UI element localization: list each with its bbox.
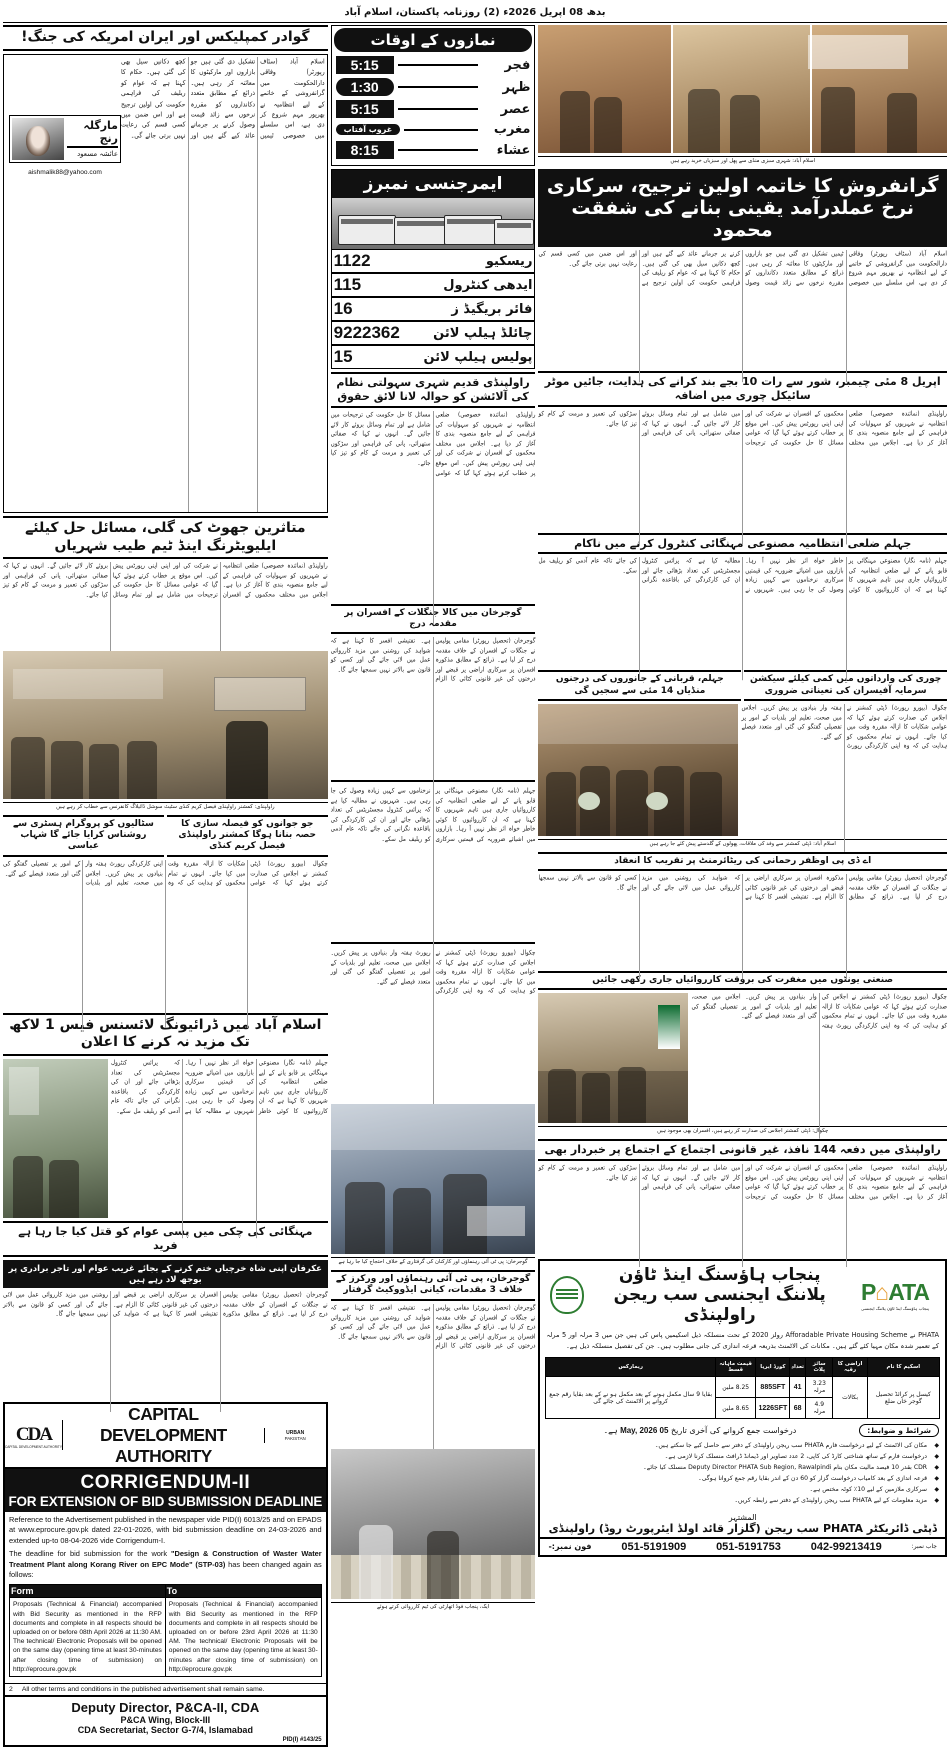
cda-header [5,1404,326,1469]
phata-col-remarks: ریمارکس [546,1358,715,1377]
middle-sub-headline: گوجرخان میں کالا جنگلات کے افسران پر مقدمہ درج [331,604,536,635]
list-item [546,1485,939,1495]
cda-body [5,1512,326,1683]
masthead [3,3,947,23]
market-photo-strip [538,25,947,153]
phata-phone-row [540,1537,945,1555]
emergency-number-rescue: 1122 [333,251,371,270]
left-secondary-lead [3,562,328,648]
prayer-times-title: نمازوں کے اوقات [334,28,533,52]
cda-para-2-pre: The deadline for bid submission for the work [9,1549,171,1559]
cda-corrigendum-title: CORRIGENDUM-II [80,1471,251,1493]
licence-ad-row [3,1059,328,1219]
phata-cell-count-1: 41 [790,1377,806,1398]
cda-logo [5,1420,63,1450]
right-column [538,25,947,1747]
emergency-label-rescue: ریسکیو [485,253,533,269]
left-sub-body: چکوال (بیورو رپورٹ) ڈپٹی کمشنر نے اجلاس کی صدارت کرتے ہوئے کہا کہ عوامی شکایات کا ازالہ مقررہ وقت میں کیا جائے۔ انہوں نے تمام محکموں کو ہدایت کی کہ وہ اپنی کارکردگی رپورٹ ہفتہ وار بنیادوں پر پیش کریں۔ اجلاس میں صحت، تعلیم اور بلدیات کے امور پر تفصیلی گفتگو کی گئی اور متعدد فیصلے کیے گئے۔ [3,860,328,887]
phata-term-3: CDR بقدر 10 فیصد مالیت مکان بنام Deputy Director PHATA Sub Region, Rawalpindi منسلک کیا جائے۔ [643,1464,927,1472]
urban-label: URBAN [286,1429,305,1436]
gujar-khan-photo-caption: گوجرخان: پی ٹی آئی رہنماؤں اور کارکنان کی گرفتاری کے خلاف احتجاج کیا جا رہا ہے [331,1257,536,1267]
conference-photo [3,651,328,799]
main-headline-banner: گرانفروش کا خاتمہ اولین ترجیح، سرکاری نرخ عملدرآمد یقینی بنانے کی شفقت محمود [538,169,947,247]
left-bottom-headline: مہنگائی کی چکی میں پسی عوام کو قتل کیا جا رہا ہے فرید [3,1221,328,1257]
phata-terms-pill: شرائط و ضوابط: [859,1424,939,1437]
middle-extra-body-2: چکوال (بیورو رپورٹ) ڈپٹی کمشنر نے اجلاس کی صدارت کرتے ہوئے کہا کہ عوامی شکایات کا ازالہ مقررہ وقت میں کیا جائے۔ انہوں نے تمام محکموں کو ہدایت کی کہ وہ اپنی کارکردگی رپورٹ ہفتہ وار بنیادوں پر پیش کریں۔ اجلاس میں صحت، تعلیم اور بلدیات کے امور پر تفصیلی گفتگو کی گئی اور متعدد فیصلے کیے گئے۔ [330,950,536,996]
phata-deadline-row [540,1422,945,1439]
emergency-number-edhi: 115 [333,275,362,294]
phata-col-count: تعداد [790,1358,806,1377]
section-144-headline: راولپنڈی میں دفعہ 144 نافذ، غیر قانونی اجتماع کے اجتماع پر خبردار بھی [538,1139,947,1161]
bullet-icon: ◆ [934,1497,939,1505]
phata-table-header-row [546,1358,940,1377]
cda-signatory-address: CDA Secretariat, Sector G-7/4, Islamabad [77,1725,253,1735]
emergency-row-rescue [332,250,535,274]
licence-ad-body: جہلم (نامہ نگار) مصنوعی مہنگائی پر قابو پانے کے لیے ضلعی انتظامیہ کی کارروائیاں جاری ہیں تاہم شہریوں کا کہنا ہے کہ ان کارروائیوں کا کوئی خاطر خواہ اثر نظر نہیں آ رہا۔ بازاروں میں اشیائے ضروریہ کی قیمتیں سرکاری نرخناموں سے کہیں زیادہ وصول کی جا رہی ہیں۔ شہریوں نے مطالبہ کیا ہے کہ پرائس کنٹرول مجسٹریٹس کی تعداد بڑھائی جائے اور ان کی کارکردگی کی باقاعدہ نگرانی کی جائے تاکہ عام آدمی کو ریلیف مل سکے۔ [111,1059,328,1115]
phata-deadline-label: درخواست جمع کروانے کی آخری تاریخ [670,1426,797,1435]
home-icon: ⌂ [875,1278,889,1305]
market-photo-caption: اسلام آباد: شہری سبزی منڈی سے پھل اور سبزیاں خرید رہے ہیں [538,156,947,166]
table-row [546,1377,940,1398]
prayer-name-maghrib: مغرب [493,122,531,137]
cda-logo-subtext: CAPITAL DEVELOPMENT AUTHORITY [5,1445,62,1450]
left-sub-headline-1: جو جوانوں کو فیصلہ سازی کا حصہ بنانا ہوگا کمشنر راولپنڈی فیصل کریم کنڈی [167,815,328,857]
phata-cell-covered-2: 1226SFT [756,1398,790,1419]
columnist-email: aishmalik88@yahoo.com [28,168,102,176]
emergency-number-police: 15 [333,347,353,366]
cda-signature [5,1697,326,1737]
phata-term-4: قرعہ اندازی کے بعد کامیاب درخواست گزار کو 60 دن کے اندر بقایا رقم جمع کروانا ہوگی۔ [698,1475,927,1483]
phata-phone-1: 051-5191909 [621,1540,687,1553]
phata-cell-installment-2: 8.65 ملین [715,1398,756,1419]
emergency-row-police [332,346,535,368]
bullet-icon: ◆ [934,1464,939,1472]
opinion-body: اسلام آباد (سٹاف رپورٹر) وفاقی دارالحکومت میں گرانفروشی کے خاتمے کے لیے انتظامیہ نے بھرپور مہم شروع کر دی ہے، اس سلسلے میں خصوصی ٹیمیں تشکیل دی گئی ہیں جو بازاروں اور مارکیٹوں کا معائنہ کر رہی ہیں۔ ذرائع کے مطابق متعدد دکانداروں کو مقررہ نرخوں سے زائد قیمت وصول کرنے پر جرمانے عائد کیے گئے ہیں اور کچھ دکانیں سیل بھی کی گئی ہیں۔ حکام کا کہنا ہے کہ عوام کو ریلیف کی فراہمی حکومت کی اولین ترجیح ہے اور اس ضمن میں کسی قسم کی رعایت نہیں برتی جائے گی۔ [121,57,325,140]
bullet-icon: ◆ [934,1453,939,1461]
urban-pakistan-logo [264,1428,326,1443]
prayer-times-list [334,56,533,159]
emergency-number-child: 9222362 [333,323,400,342]
cda-para-1: Reference to the Advertisement published in the newspaper vide PID(I) 6013/25 and on EPADS at www.eprocure.gov.pk dated 22-01-2026, with bid submission deadline on 24-03-2026 and extended up-to 08-04-2026 vide Corrigendum-I. [9,1514,322,1545]
columnist-name: عائشہ مسعود [77,150,118,158]
emergency-row-child [332,322,535,346]
cda-note-text: All other terms and conditions in the published advertisement shall remain same. [21,1686,265,1693]
phata-header [540,1261,945,1328]
section-144-body: راولپنڈی (نمائندہ خصوصی) ضلعی انتظامیہ نے شہریوں کو سہولیات کی فراہمی کے لیے جامع منصوبہ بندی کا آغاز کر دیا ہے۔ اجلاس میں مختلف محکموں کے افسران نے شرکت کی اور اپنی اپنی رپورٹس پیش کیں۔ اس موقع پر خطاب کرتے ہوئے کہا گیا کہ عوامی مسائل کا حل حکومت کی ترجیحات میں شامل ہے اور تمام وسائل بروئے کار لائے جائیں گے۔ انہوں نے کہا کہ صفائی ستھرائی، پانی کی فراہمی اور سڑکوں کی تعمیر و مرمت کے کام کو تیز کیا جائے۔ [538,1165,947,1201]
right-headline-3: جہلم ضلعی انتظامیہ مصنوعی مہنگائی کنٹرول کرنے میں ناکام [538,533,947,555]
phata-terms-list [540,1439,945,1510]
emergency-number-fire: 16 [333,299,353,318]
dc-meeting-photo [538,993,688,1123]
dc-meeting-caption: چکوال: ڈپٹی کمشنر اجلاس کی صدارت کر رہے ہیں، افسران بھی موجود ہیں [538,1126,947,1136]
right-photo-row [538,704,947,836]
right-body-2: راولپنڈی (نمائندہ خصوصی) ضلعی انتظامیہ نے شہریوں کو سہولیات کی فراہمی کے لیے جامع منصوبہ بندی کا آغاز کر دیا ہے۔ اجلاس میں مختلف محکموں کے افسران نے شرکت کی اور اپنی اپنی رپورٹس پیش کیں۔ اس موقع پر خطاب کرتے ہوئے کہا گیا کہ عوامی مسائل کا حل حکومت کی ترجیحات میں شامل ہے اور تمام وسائل بروئے کار لائے جائیں گے۔ انہوں نے کہا کہ صفائی ستھرائی، پانی کی فراہمی اور سڑکوں کی تعمیر و مرمت کے کام کو تیز کیا جائے۔ [538,410,947,447]
phata-cell-area: بکالات [833,1377,867,1419]
phata-cell-size-2: 4.9 مرلہ [806,1398,833,1419]
left-bottom-banner: عکرفان اپنی شاہ خرچیاں ختم کرنے کے بجائے غریب عوام اور تاجر برادری پر بوجھ لاد رہے ہیں [3,1260,328,1288]
cda-work-title: "Design & Construction of Waster Water Treatment Plant along Korang River on EPC Mode" (STP-03) [9,1549,322,1569]
rescue-vehicles-photo [332,198,535,250]
left-sub-headline-2: سٹالیوں کو پروگرام ہسٹری سے روشناس کرایا جائے گا شہاب عباسی [3,815,164,857]
cda-col-to: To [165,1584,321,1598]
cda-note-number: 2 [9,1686,13,1693]
emergency-numbers-widget [331,169,536,369]
middle-extra-body: جہلم (نامہ نگار) مصنوعی مہنگائی پر قابو پانے کے لیے ضلعی انتظامیہ کی کارروائیاں جاری ہیں تاہم شہریوں کا کہنا ہے کہ ان کارروائیوں کا کوئی خاطر خواہ اثر نظر نہیں آ رہا۔ بازاروں میں اشیائے ضروریہ کی قیمتیں سرکاری نرخناموں سے کہیں زیادہ وصول کی جا رہی ہیں۔ شہریوں نے مطالبہ کیا ہے کہ پرائس کنٹرول مجسٹریٹس کی تعداد بڑھائی جائے اور ان کی کارکردگی کی باقاعدہ نگرانی کی جائے تاکہ عام آدمی کو ریلیف مل سکے۔ [330,788,536,843]
phata-sign-almushtahir: المشتہر [728,1512,757,1522]
middle-bottom-body: گوجرخان (تحصیل رپورٹر) مقامی پولیس نے جنگلات کے افسران کے خلاف مقدمہ درج کر لیا ہے۔ ذرائع کے مطابق مذکورہ افسران پر سرکاری اراضی پر قبضے اور درختوں کی غیر قانونی کٹائی کا الزام ہے۔ تفتیشی افسر کا کہنا ہے کہ شواہد کی روشنی میں مزید کارروائی عمل میں لائی جائے گی اور کسی کو قانون سے بالاتر نہیں سمجھا جائے گا۔ [330,1304,536,1350]
cda-col-from: Form [10,1584,166,1598]
middle-column [331,25,536,1747]
phata-term-1: مکان کی الاٹمنٹ کے لیے درخواست فارم PHATA سب ریجن راولپنڈی کے دفتر سے حاصل کیے جا سکتے ہیں۔ [654,1442,927,1449]
pakistan-label: PAKISTAN [284,1435,306,1441]
cda-cell-from: Proposals (Technical & Financial) accompanied with Bid Security as mentioned in the RFP documents and complete in all respects should be uploaded on or before 08th April 2026 at 11:30 AM. The technical/ Electronic Proposals will be opened on the same day (opening time at least 30-minutes after closing time of submission) on http://eprocure.gov.pk [10,1598,166,1677]
phata-deadline-date: 05 May, 2026 [620,1426,669,1435]
columnist-section-label: مارگلہ رنج [67,119,118,148]
phata-intro-text: PHATA نے Afforadable Private Housing Scheme رولز 2020 کے تحت منسلکہ ذیل اسکیمیں پاس کی ہیں جن میں 3 مرلہ اور 5 مرلہ کے تعمیر شدہ مکان مہیا کئے گئے ہیں۔ مکانات کی الاٹمنٹ بذریعہ قرعہ اندازی کی جانی مطلوب ہیں۔ جن کی تفصیل منسلکہ ذیل ہے۔ [546,1331,940,1350]
prayer-time-asr: 5:15 [336,100,394,118]
cda-deadline-table [9,1584,322,1677]
right-headline-2: اپریل 8 مئی چیمبر، شور سے رات 10 بجے بند کرانے کی ہدایت، جائیں موٹر سائیکل چوری میں اضافہ [538,371,947,407]
opinion-article [3,54,328,514]
phata-sign-designation: ڈپٹی ڈائریکٹر PHATA سب ریجن (گلزار قائد اولڈ ایئرپورٹ روڈ) راولپنڈی [548,1521,937,1535]
emergency-title: ایمرجنسی نمبرز [332,170,535,198]
dc-meeting-row [538,993,947,1123]
phata-logo-text [849,1279,941,1306]
cda-signatory-wing: P&CA Wing, Block-III [120,1715,211,1725]
prayer-time-maghrib: غروب آفتاب [336,124,401,135]
phata-cell-covered-1: 885SFT [756,1377,790,1398]
list-item [546,1496,939,1506]
opinion-headline: گوادر کمپلیکس اور ایران امریکہ کی جنگ! [3,25,328,51]
prayer-row-isha [336,141,531,159]
emergency-label-edhi: ایدھی کنٹرول [443,277,533,293]
prayer-name-isha: عشاء [496,142,531,158]
bullet-icon: ◆ [934,1475,939,1483]
phata-term-2: درخواست فارم کے ساتھ شناختی کارڈ کی کاپی، 2 عدد تصاویر اور ڈیمانڈ ڈرافٹ منسلک کرنا لازمی ہے۔ [664,1453,927,1461]
middle-sub-body: گوجرخان (تحصیل رپورٹر) مقامی پولیس نے جنگلات کے افسران کے خلاف مقدمہ درج کر لیا ہے۔ ذرائع کے مطابق مذکورہ افسران پر سرکاری اراضی پر قبضے اور درختوں کی غیر قانونی کٹائی کا الزام ہے۔ تفتیشی افسر کا کہنا ہے کہ شواہد کی روشنی میں مزید کارروائی عمل میں لائی جائے گی اور کسی کو قانون سے بالاتر نہیں سمجھا جائے گا۔ [330,638,536,684]
phata-deadline-suffix: ہے۔ [603,1426,618,1435]
prayer-dash [404,129,478,131]
left-secondary-body: راولپنڈی (نمائندہ خصوصی) ضلعی انتظامیہ نے شہریوں کو سہولیات کی فراہمی کے لیے جامع منصوبہ بندی کا آغاز کر دیا ہے۔ اجلاس میں مختلف محکموں کے افسران نے شرکت کی اور اپنی اپنی رپورٹس پیش کیں۔ اس موقع پر خطاب کرتے ہوئے کہا گیا کہ عوامی مسائل کا حل حکومت کی ترجیحات میں شامل ہے اور تمام وسائل بروئے کار لائے جائیں گے۔ انہوں نے کہا کہ صفائی ستھرائی، پانی کی فراہمی اور سڑکوں کی تعمیر و مرمت کے کام کو تیز کیا جائے۔ [3,563,328,599]
emergency-label-police: پولیس ہیلپ لائن [423,349,533,365]
phata-cell-size-1: 3.23 مرلہ [806,1377,833,1398]
prayer-dash [398,86,479,88]
columnist-avatar [12,118,64,160]
prayer-row-asr [336,100,531,118]
cda-pid: PID(I) #143/25 [282,1737,322,1743]
prayer-time-fajr: 5:15 [336,56,394,74]
phata-cell-scheme: کیسل پر کرائڈ تحصیل گوجر خان ضلع [867,1377,939,1419]
left-subheadline-row [3,815,328,857]
phata-job-number: جاب نمبر: [911,1543,937,1551]
main-headline-body: اسلام آباد (سٹاف رپورٹر) وفاقی دارالحکومت میں گرانفروشی کے خاتمے کے لیے انتظامیہ نے بھرپور مہم شروع کر دی ہے، اس سلسلے میں خصوصی ٹیمیں تشکیل دی گئی ہیں جو بازاروں اور مارکیٹوں کا معائنہ کر رہی ہیں۔ ذرائع کے مطابق متعدد دکانداروں کو مقررہ نرخوں سے زائد قیمت وصول کرنے پر جرمانے عائد کیے گئے ہیں اور کچھ دکانیں سیل بھی کی گئی ہیں۔ حکام کا کہنا ہے کہ عوام کو ریلیف کی فراہمی حکومت کی اولین ترجیح ہے اور اس ضمن میں کسی قسم کی رعایت نہیں برتی جائے گی۔ [538,251,947,287]
right-headline-4: چوری کی وارداتوں میں کمی کیلئے سیکشن سرمایہ آفیسران کی تعیناتی ضروری [744,670,947,701]
bullet-icon: ◆ [934,1442,939,1449]
phata-title: پنجاب ہاؤسنگ اینڈ ٹاؤن پلاننگ ایجنسی سب ریجن راولپنڈی [613,1265,826,1325]
punjab-crest-icon [544,1272,590,1318]
phata-col-size: سائز پلاٹ [806,1358,833,1377]
dc-meeting-body: چکوال (بیورو رپورٹ) ڈپٹی کمشنر نے اجلاس کی صدارت کرتے ہوئے کہا کہ عوامی شکایات کا ازالہ مقررہ وقت میں کیا جائے۔ انہوں نے تمام محکموں کو ہدایت کی کہ وہ اپنی کارکردگی رپورٹ ہفتہ وار بنیادوں پر پیش کریں۔ اجلاس میں صحت، تعلیم اور بلدیات کے امور پر تفصیلی گفتگو کی گئی اور متعدد فیصلے کیے گئے۔ [691,994,947,1030]
phata-logo-p: P [860,1278,876,1305]
phata-cell-installment-1: 8.25 ملین [715,1377,756,1398]
licence-ad-photo [3,1059,108,1219]
prayer-name-asr: عصر [500,101,531,117]
page-columns [3,25,947,1747]
prayer-dash [398,149,479,151]
right-headline-7: صنعتی یونٹوں میں مغفرت کی بروقت کارروائیاں جاری رکھی جائیں [538,971,947,990]
cda-para-2-post: has been changed again as follows: [9,1559,322,1580]
middle-headline: راولپنڈی قدیم شہری سہولتی نظام کی آلائشن کو حوالہ لانا لائق حقوق [331,372,536,408]
phata-col-area: اراضی کا رقبہ [833,1358,867,1377]
phata-schemes-table [545,1357,940,1419]
prayer-dash [398,108,479,110]
phata-col-covered: کورڈ ایریا [756,1358,790,1377]
emergency-label-child: چائلڈ ہیلپ لائن [433,325,533,341]
list-item [546,1452,939,1462]
phata-phone-2: 051-5191753 [716,1540,781,1553]
prayer-dash [398,64,479,66]
cda-signatory-title: Deputy Director, P&CA-II, CDA [71,1700,260,1715]
phata-signature [540,1510,945,1537]
cda-note [5,1683,326,1697]
phata-col-scheme: اسکیم کا نام [867,1358,939,1377]
gujar-khan-photo [331,1104,536,1254]
prayer-time-zuhr: 1:30 [336,78,394,96]
cda-cell-to: Proposals (Technical & Financial) accompanied with Bid Security as mentioned in the RFP documents and complete in all respects should be uploaded on or before 23rd April 2026 at 11:30 AM. The technical/ Electronic Proposals will be opened on the same day (opening time at least 30-minutes after closing time of submission) on http://eprocure.gov.pk [165,1598,321,1677]
prayer-time-isha: 8:15 [336,141,394,159]
middle-lead-body: راولپنڈی (نمائندہ خصوصی) ضلعی انتظامیہ نے شہریوں کو سہولیات کی فراہمی کے لیے جامع منصوبہ بندی کا آغاز کر دیا ہے۔ اجلاس میں مختلف محکموں کے افسران نے شرکت کی اور اپنی اپنی رپورٹس پیش کیں۔ اس موقع پر خطاب کرتے ہوئے کہا گیا کہ عوامی مسائل کا حل حکومت کی ترجیحات میں شامل ہے اور تمام وسائل بروئے کار لائے جائیں گے۔ انہوں نے کہا کہ صفائی ستھرائی، پانی کی فراہمی اور سڑکوں کی تعمیر و مرمت کے کام کو تیز کیا جائے۔ [330,411,536,477]
phata-term-6: مزید معلومات کے لیے PHATA سب ریجن راولپنڈی کے دفتر سے رابطہ کریں۔ [734,1497,927,1505]
cda-authority-name: CAPITAL DEVELOPMENT AUTHORITY [100,1403,227,1466]
list-item [546,1463,939,1473]
left-secondary-headline: متاثرین جھوٹ کی گلی، مسائل حل کیلئے ایلیویٹرنگ اینڈ ٹیم طیب شہریاں [3,516,328,559]
cda-corrigendum-banner [5,1469,326,1512]
emergency-label-fire: فائر بریگیڈ ز [451,301,533,317]
cda-table-header-row [10,1584,322,1598]
prayer-times-widget [331,25,536,166]
prayer-row-maghrib [336,122,531,137]
phata-logo-ata: ATA [888,1278,930,1305]
table-row [10,1598,322,1677]
licence-ad-headline: اسلام آباد میں ڈرائیونگ لائسنس فیس 1 لاکھ تک مزید نہ کرنے کا اعلان [3,1013,328,1056]
food-authority-photo-caption: ایک، پنجاب فوڈ اتھارٹی کی ٹیم کارروائی کرتے ہوئے [331,1602,536,1612]
bullet-icon: ◆ [934,1486,939,1494]
phata-phone-3: 042-99213419 [810,1540,882,1553]
retirement-ceremony-photo [538,704,738,836]
left-bottom-body: گوجرخان (تحصیل رپورٹر) مقامی پولیس نے جنگلات کے افسران کے خلاف مقدمہ درج کر لیا ہے۔ ذرائع کے مطابق مذکورہ افسران پر سرکاری اراضی پر قبضے اور درختوں کی غیر قانونی کٹائی کا الزام ہے۔ تفتیشی افسر کا کہنا ہے کہ شواہد کی روشنی میں مزید کارروائی عمل میں لائی جائے گی اور کسی کو قانون سے بالاتر نہیں سمجھا جائے گا۔ [3,1292,328,1319]
prayer-row-zuhr [336,78,531,96]
food-authority-photo [331,1449,536,1599]
list-item [546,1474,939,1484]
phata-advertisement [538,1259,947,1557]
prayer-row-fajr [336,56,531,74]
columnist-box [9,115,121,163]
right-body-6: گوجرخان (تحصیل رپورٹر) مقامی پولیس نے جنگلات کے افسران کے خلاف مقدمہ درج کر لیا ہے۔ ذرائع کے مطابق مذکورہ افسران پر سرکاری اراضی پر قبضے اور درختوں کی غیر قانونی کٹائی کا الزام ہے۔ تفتیشی افسر کا کہنا ہے کہ شواہد کی روشنی میں مزید کارروائی عمل میں لائی جائے گی اور کسی کو قانون سے بالاتر نہیں سمجھا جائے گا۔ [538,875,947,902]
phata-term-5: سرکاری ملازمین کے لیے 10٪ کوٹہ مختص ہے۔ [809,1486,927,1494]
phata-cell-remarks: بقایا 9 سال مکمل ہونے کے بعد مکمل ہو نے کے بعد بقایا رقم جمع کروانے پر الاٹمنٹ کی جائے گی [546,1377,715,1419]
cda-advertisement [3,1402,328,1747]
right-headline-5: جہلم، قربانی کے جانوروں کی درجنوں منڈیاں 14 مئی سے سجیں گی [538,670,741,701]
prayer-name-zuhr: ظہر [502,79,531,95]
right-body-4: چکوال (بیورو رپورٹ) ڈپٹی کمشنر نے اجلاس کی صدارت کرتے ہوئے کہا کہ عوامی شکایات کا ازالہ مقررہ وقت میں کیا جائے۔ انہوں نے تمام محکموں کو ہدایت کی کہ وہ اپنی کارکردگی رپورٹ ہفتہ وار بنیادوں پر پیش کریں۔ اجلاس میں صحت، تعلیم اور بلدیات کے امور پر تفصیلی گفتگو کی گئی اور متعدد فیصلے کیے گئے۔ [741,704,947,751]
list-item [546,1441,939,1451]
prayer-name-fajr: فجر [504,57,531,73]
phata-logo [849,1279,941,1311]
cda-corrigendum-subtitle: FOR EXTENSION OF BID SUBMISSION DEADLINE [8,1493,323,1509]
left-column [3,25,328,1747]
cda-logo-mark: CDA [15,1424,52,1446]
masthead-date-line: بدھ 08 اپریل 2026ء (2) روزنامہ پاکستان، اسلام آباد [344,7,606,18]
right-headline-6: اے ڈی پی اوظفر رحمانی کی ریٹائرمنٹ پر تقریب کا انعقاد [538,852,947,871]
emergency-row-edhi [332,274,535,298]
phata-deadline-text [546,1426,853,1435]
phata-logo-subtitle: پنجاب ہاؤسنگ اینڈ ٹاؤن پلاننگ ایجنسی [861,1305,929,1311]
conference-photo-caption: راولپنڈی: کمشنر راولپنڈی فیصل کریم کنڈی سٹیٹ سوشل ڈائیلاگ کانفرنس سے خطاب کر رہے ہیں [3,802,328,812]
phata-col-installment: قیمت ماہانہ قسط [715,1358,756,1377]
phata-phone-label: فون نمبر:- [548,1542,592,1552]
phata-cell-count-2: 68 [790,1398,806,1419]
middle-bottom-headline: گوجرخان، پی ٹی آئی رہنماؤں اور ورکرز کے خلاف 3 مقدمات، کیانی ایڈووکیٹ گرفتار [331,1270,536,1301]
retirement-ceremony-caption: اسلام آباد: ڈپٹی کمشنر سے وفد کی ملاقات، پھولوں کے گلدستے پیش کئے جا رہے ہیں [538,839,947,849]
right-body-3: جہلم (نامہ نگار) مصنوعی مہنگائی پر قابو پانے کے لیے ضلعی انتظامیہ کی کارروائیاں جاری ہیں تاہم شہریوں کا کہنا ہے کہ ان کارروائیوں کا کوئی خاطر خواہ اثر نظر نہیں آ رہا۔ بازاروں میں اشیائے ضروریہ کی قیمتیں سرکاری نرخناموں سے کہیں زیادہ وصول کی جا رہی ہیں۔ شہریوں نے مطالبہ کیا ہے کہ پرائس کنٹرول مجسٹریٹس کی تعداد بڑھائی جائے اور ان کی کارکردگی کی باقاعدہ نگرانی کی جائے تاکہ عام آدمی کو ریلیف مل سکے۔ [538,558,947,594]
cda-para-2 [9,1549,322,1581]
emergency-row-fire [332,298,535,322]
